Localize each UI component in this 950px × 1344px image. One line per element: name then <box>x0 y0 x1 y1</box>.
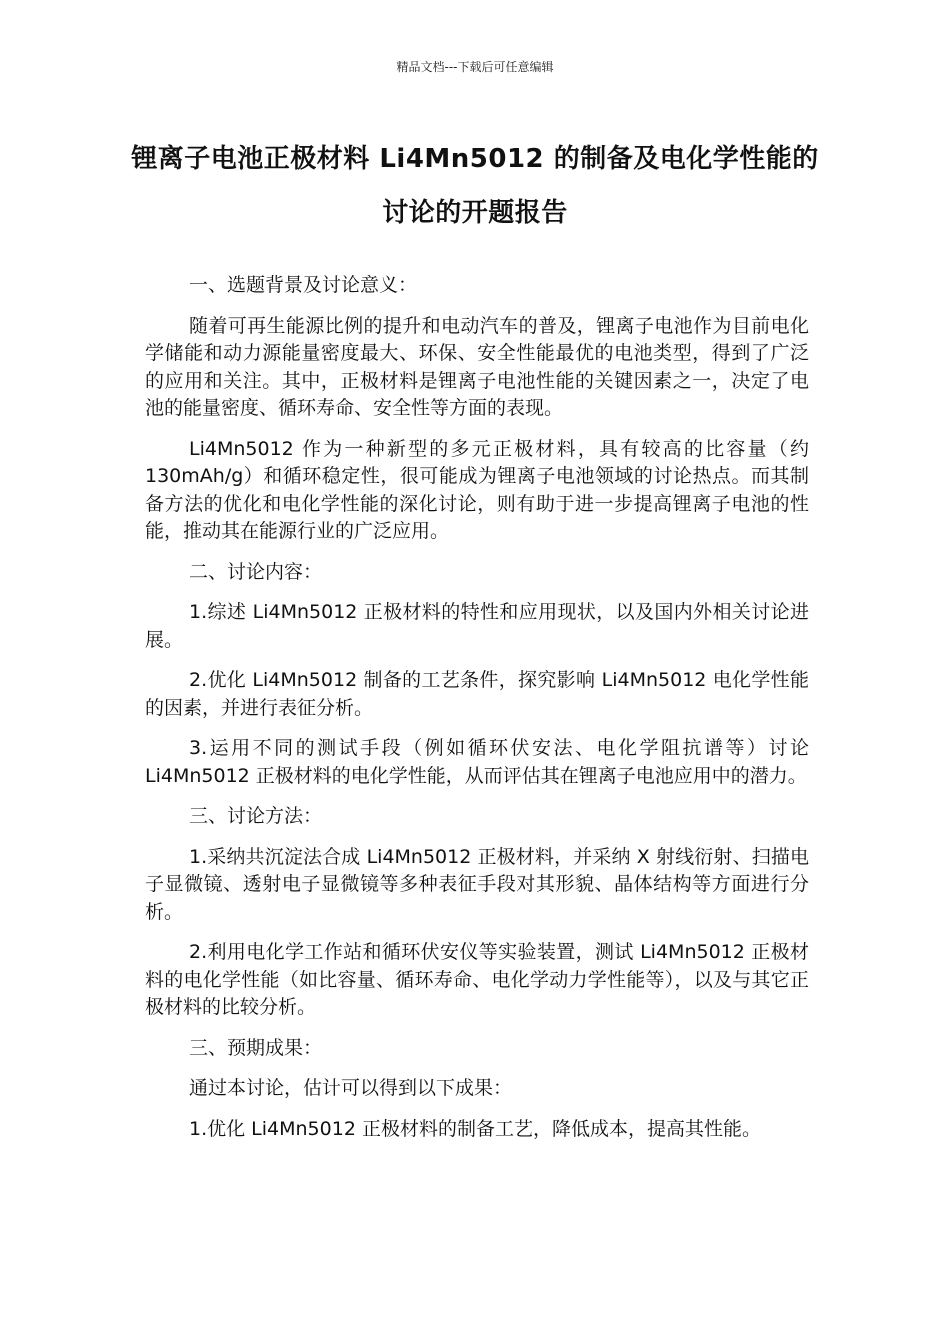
result-item-1: 1.优化 Li4Mn5012 正极材料的制备工艺，降低成本，提高其性能。 <box>189 1117 761 1140</box>
page-header: 精品文档---下载后可任意编辑 <box>396 60 554 74</box>
content-item-1: 1.综述 Li4Mn5012 正极材料的特性和应用现状，以及国内外相关讨论进展。 <box>145 601 809 651</box>
method-item-2: 2.利用电化学工作站和循环伏安仪等实验装置，测试 Li4Mn5012 正极材料的电化学性能（如比容量、循环寿命、电化学动力学性能等），以及与其它正极材料的比较分析。 <box>145 941 809 1018</box>
content-item-2: 2.优化 Li4Mn5012 制备的工艺条件，探究影响 Li4Mn5012 电化学性能的因素，并进行表征分析。 <box>145 669 809 719</box>
paragraph-background-1: 随着可再生能源比例的提升和电动汽车的普及，锂离子电池作为目前电化学储能和动力源能量密度最大、环保、安全性能最优的电池类型，得到了广泛的应用和关注。其中，正极材料是锂离子电池性能的关键因素之一，决定了电池的能量密度、循环寿命、安全性等方面的表现。 <box>145 314 809 419</box>
document-body <box>145 272 809 1156</box>
paragraph-background-2: Li4Mn5012 作为一种新型的多元正极材料，具有较高的比容量（约 130mAh/g）和循环稳定性，很可能成为锂离子电池领域的讨论热点。而其制备方法的优化和电化学性能的深化讨论，则有助于进一步提高锂离子电池的性能，推动其在能源行业的广泛应用。 <box>145 437 809 542</box>
section-heading-methods: 三、讨论方法： <box>189 805 323 827</box>
section-heading-background: 一、选题背景及讨论意义： <box>189 274 418 296</box>
section-heading-results: 三、预期成果： <box>189 1036 323 1059</box>
section-heading-content: 二、讨论内容： <box>189 560 323 583</box>
document-title: 锂离子电池正极材料 Li4Mn5012 的制备及电化学性能的讨论的开题报告 <box>131 144 819 228</box>
content-item-3: 3.运用不同的测试手段（例如循环伏安法、电化学阻抗谱等）讨论 Li4Mn5012 正极材料的电化学性能，从而评估其在锂离子电池应用中的潜力。 <box>145 737 809 787</box>
results-intro: 通过本讨论，估计可以得到以下成果： <box>189 1077 513 1099</box>
method-item-1: 1.采纳共沉淀法合成 Li4Mn5012 正极材料，并采纳 X 射线衍射、扫描电子显微镜、透射电子显微镜等多种表征手段对其形貌、晶体结构等方面进行分析。 <box>145 845 809 923</box>
